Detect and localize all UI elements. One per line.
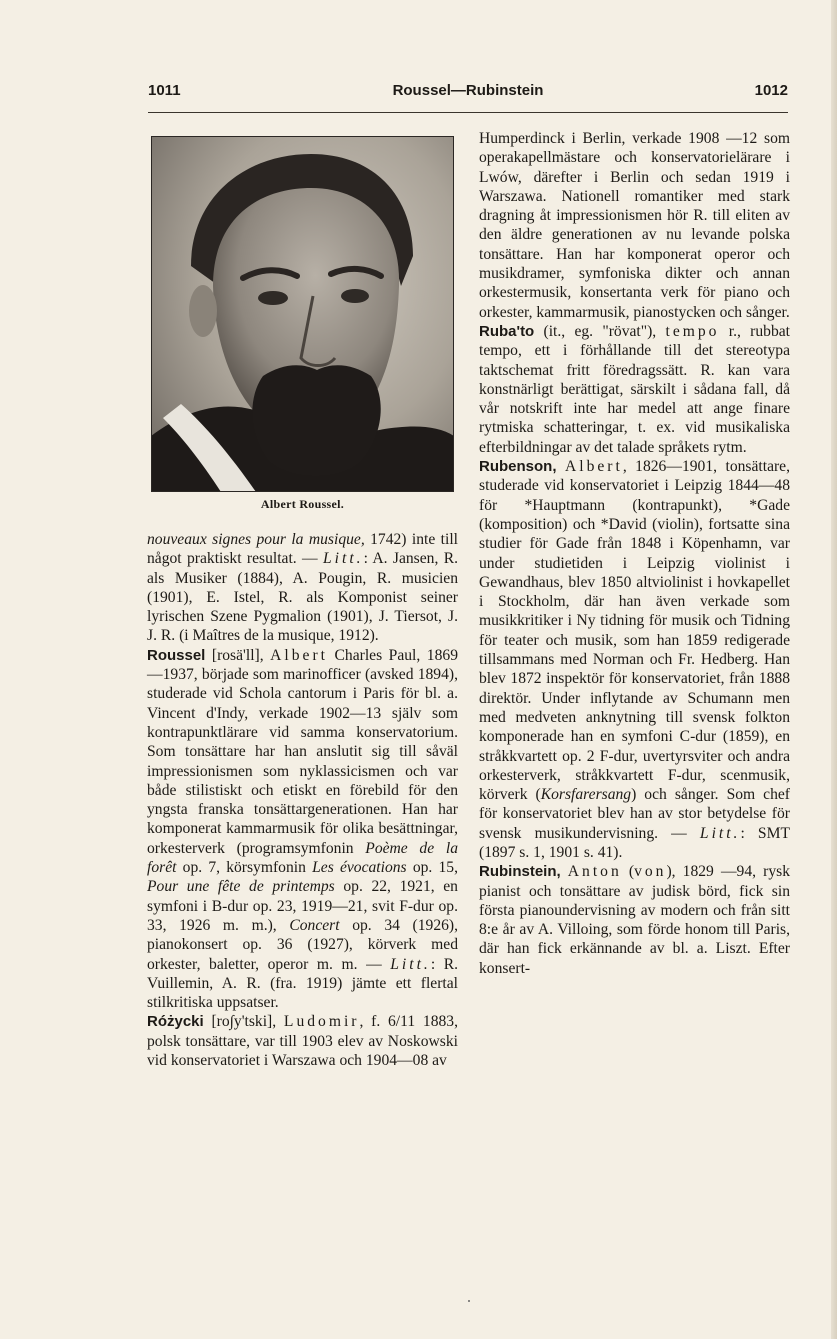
text-span: Charles Paul, 1869—1937, började som marinofficer (avsked 1894), studerade vid Schola cantorum i Paris för bl. a. Vincent d'Indy, verkade 1902—13 själv som kontrapunktlärare vid samma konservatorium. Som tonsättare har han anslutit sig till såväl impressionismen som nyklassicismen och var både stilistiskt och etiskt en förebild för den yngsta franska tonsättargenerationen. Han har komponerat kammarmusik för olika besättningar, orkesterverk (programsymfonin: [147, 646, 458, 857]
spaced-name: Albert: [564, 458, 623, 476]
work-title: Les évocations: [312, 859, 407, 877]
headword-rubinstein: Rubinstein,: [479, 863, 561, 881]
text-span: [561, 863, 568, 880]
portrait-caption: Albert Roussel.: [260, 497, 345, 511]
running-header: [148, 82, 788, 106]
work-title: Concert: [289, 916, 340, 934]
text-span: [557, 458, 565, 475]
text-span: 1742) inte till något praktiskt resultat. —: [147, 531, 458, 568]
text-span: : R. Vuillemin, A. R. (fra. 1919) jämte ett flertal stilkritiska uppsatser.: [147, 955, 459, 1012]
text-span: (: [621, 863, 635, 881]
work-title: Pour une fête de printemps: [147, 878, 335, 896]
paragraph-rousseau-cont: [147, 530, 458, 646]
entry-rubinstein: [479, 862, 790, 978]
portrait-photo: [151, 136, 454, 492]
text-span: , 1826—1901, tonsättare, studerade vid konservatoriet i Leipzig 1844—48 för *Hauptmann (kontrapunkt), *Gade (komposition) och *David (violin), fortsatte sina studier för Gade från 1848 i Köpenhamn, var under studietiden i Leipzig violinist i Gewandhaus, blev 1850 altviolinist i hovkapellet i Stockholm, där han även verkade som musikkritiker i Ny tidning för musik och Tidning för teater och musik, som han 1859 redigerade tillsammans med Norman och Fr. Hedberg. Han blev 1872 inspektör för konservatoriet, från 1888 direktör. Under inflytande av Schumann men med medveten anknytning till svensk folkton komponerade han en symfoni C-dur (1859), en stråkkvartett op. 2 F-dur, uvertyrsviter och andra orkesterverk, stråkkvartett F-dur, scenmusik, körverk (: [479, 458, 791, 804]
litt-label: Litt.: [390, 955, 431, 973]
page-edge: [831, 0, 837, 1339]
right-column: [479, 129, 790, 978]
entry-rozycki: [147, 1012, 458, 1070]
text-span: op. 22, 1921, en symfoni i B-dur op. 23, 1919—21, svit F-dur op. 33, 1926 m. m.),: [147, 878, 458, 934]
spaced-name: Anton: [567, 863, 622, 881]
spaced-name: Albert: [270, 646, 328, 664]
header-rule: [148, 112, 788, 113]
header-title: Roussel—Rubinstein: [392, 82, 544, 99]
text-span: op. 7, körsymfonin: [176, 859, 313, 877]
paragraph-rozycki-cont: [479, 129, 790, 322]
work-title: Korsfarersang: [540, 786, 632, 804]
page-number-left: 1011: [148, 82, 181, 99]
text-span: Humperdinck i Berlin, verkade 1908 —12 som operakapellmästare och konservatorielärare i Lwów, därefter i Berlin och sedan 1919 i Warszawa. Nationell romantiker med stark dragning åt impressionismen hör R. till eliten av den äldre generationen av nu levande polska tonsättare. Han har komponerat operor och musikdramer, symfoniska dikter och annan orkestermusik, konsertanta verk för piano och orkester, kammarmusik, pianostycken och sånger.: [479, 130, 790, 321]
headword-rozycki: Różycki: [147, 1013, 204, 1031]
entry-rubenson: [479, 457, 790, 862]
text-span: : SMT (1897 s. 1, 1901 s. 41).: [479, 824, 790, 861]
headword-rubenson: Rubenson,: [479, 458, 557, 476]
spaced-term: tempo: [665, 322, 720, 340]
text-span: [rosä'll],: [205, 646, 271, 664]
page-number-right: 1012: [754, 82, 788, 99]
left-column: [147, 530, 458, 1070]
text-span: op. 15,: [406, 859, 459, 877]
headword-roussel: Roussel: [147, 646, 206, 664]
text-span: nouveaux signes pour la musique,: [147, 531, 365, 548]
text-span: op. 34 (1926), pianokonsert op. 36 (1927), körverk med orkester, baletter, operor m. m. —: [147, 916, 459, 973]
spaced-name: Ludomir: [283, 1013, 360, 1031]
entry-roussel: [147, 646, 458, 1013]
text-span: [ro∫y'tski],: [203, 1013, 284, 1031]
headword-rubato: Ruba'to: [479, 322, 535, 340]
speck: [468, 1300, 470, 1302]
litt-label: Litt.: [699, 824, 741, 842]
litt-label: Litt.: [322, 550, 364, 568]
text-span: (it., eg. "rövat"),: [534, 322, 666, 340]
text-span: ), 1829 —94, rysk pianist och tonsättare av judisk börd, fick sin första pianoundervisning av modern och från sitt 8:e år av A. Villoing, som förde honom till Paris, där han fick erkännande av bl. a. Liszt. Efter konsert-: [479, 863, 791, 977]
text-span: r., rubbat tempo, ett i förhållande till det stereotypa taktschemat fritt föredragssätt. R. kan vara konstnärligt berättigat, särskilt i sådana fall, då vår notskrift inte har medel att ange finare rytmiska schatteringar, t. ex. vid musikaliska efterbildningar av det talade språkets rytm.: [479, 322, 790, 456]
text-span: , f. 6/11 1883, polsk tonsättare, var till 1903 elev av Noskowski vid konservatoriet i Warszawa och 1904—08 av: [147, 1013, 459, 1070]
work-title: Poème de la forêt: [147, 839, 458, 877]
spaced-name: von: [634, 863, 667, 881]
text-span: : A. Jansen, R. als Musiker (1884), A. Pougin, R. musicien (1901), E. Istel, R. als Komponist seiner lyrischen Szene Pygmalion (1901), J. Tiersot, J. J. R. (i Maîtres de la musique, 1912).: [147, 550, 458, 645]
portrait-illustration: [151, 136, 454, 492]
text-span: ) och sånger. Som chef för konservatoriet blev han av stor betydelse för svensk musikundervisning. —: [479, 786, 791, 842]
entry-rubato: [479, 322, 790, 457]
